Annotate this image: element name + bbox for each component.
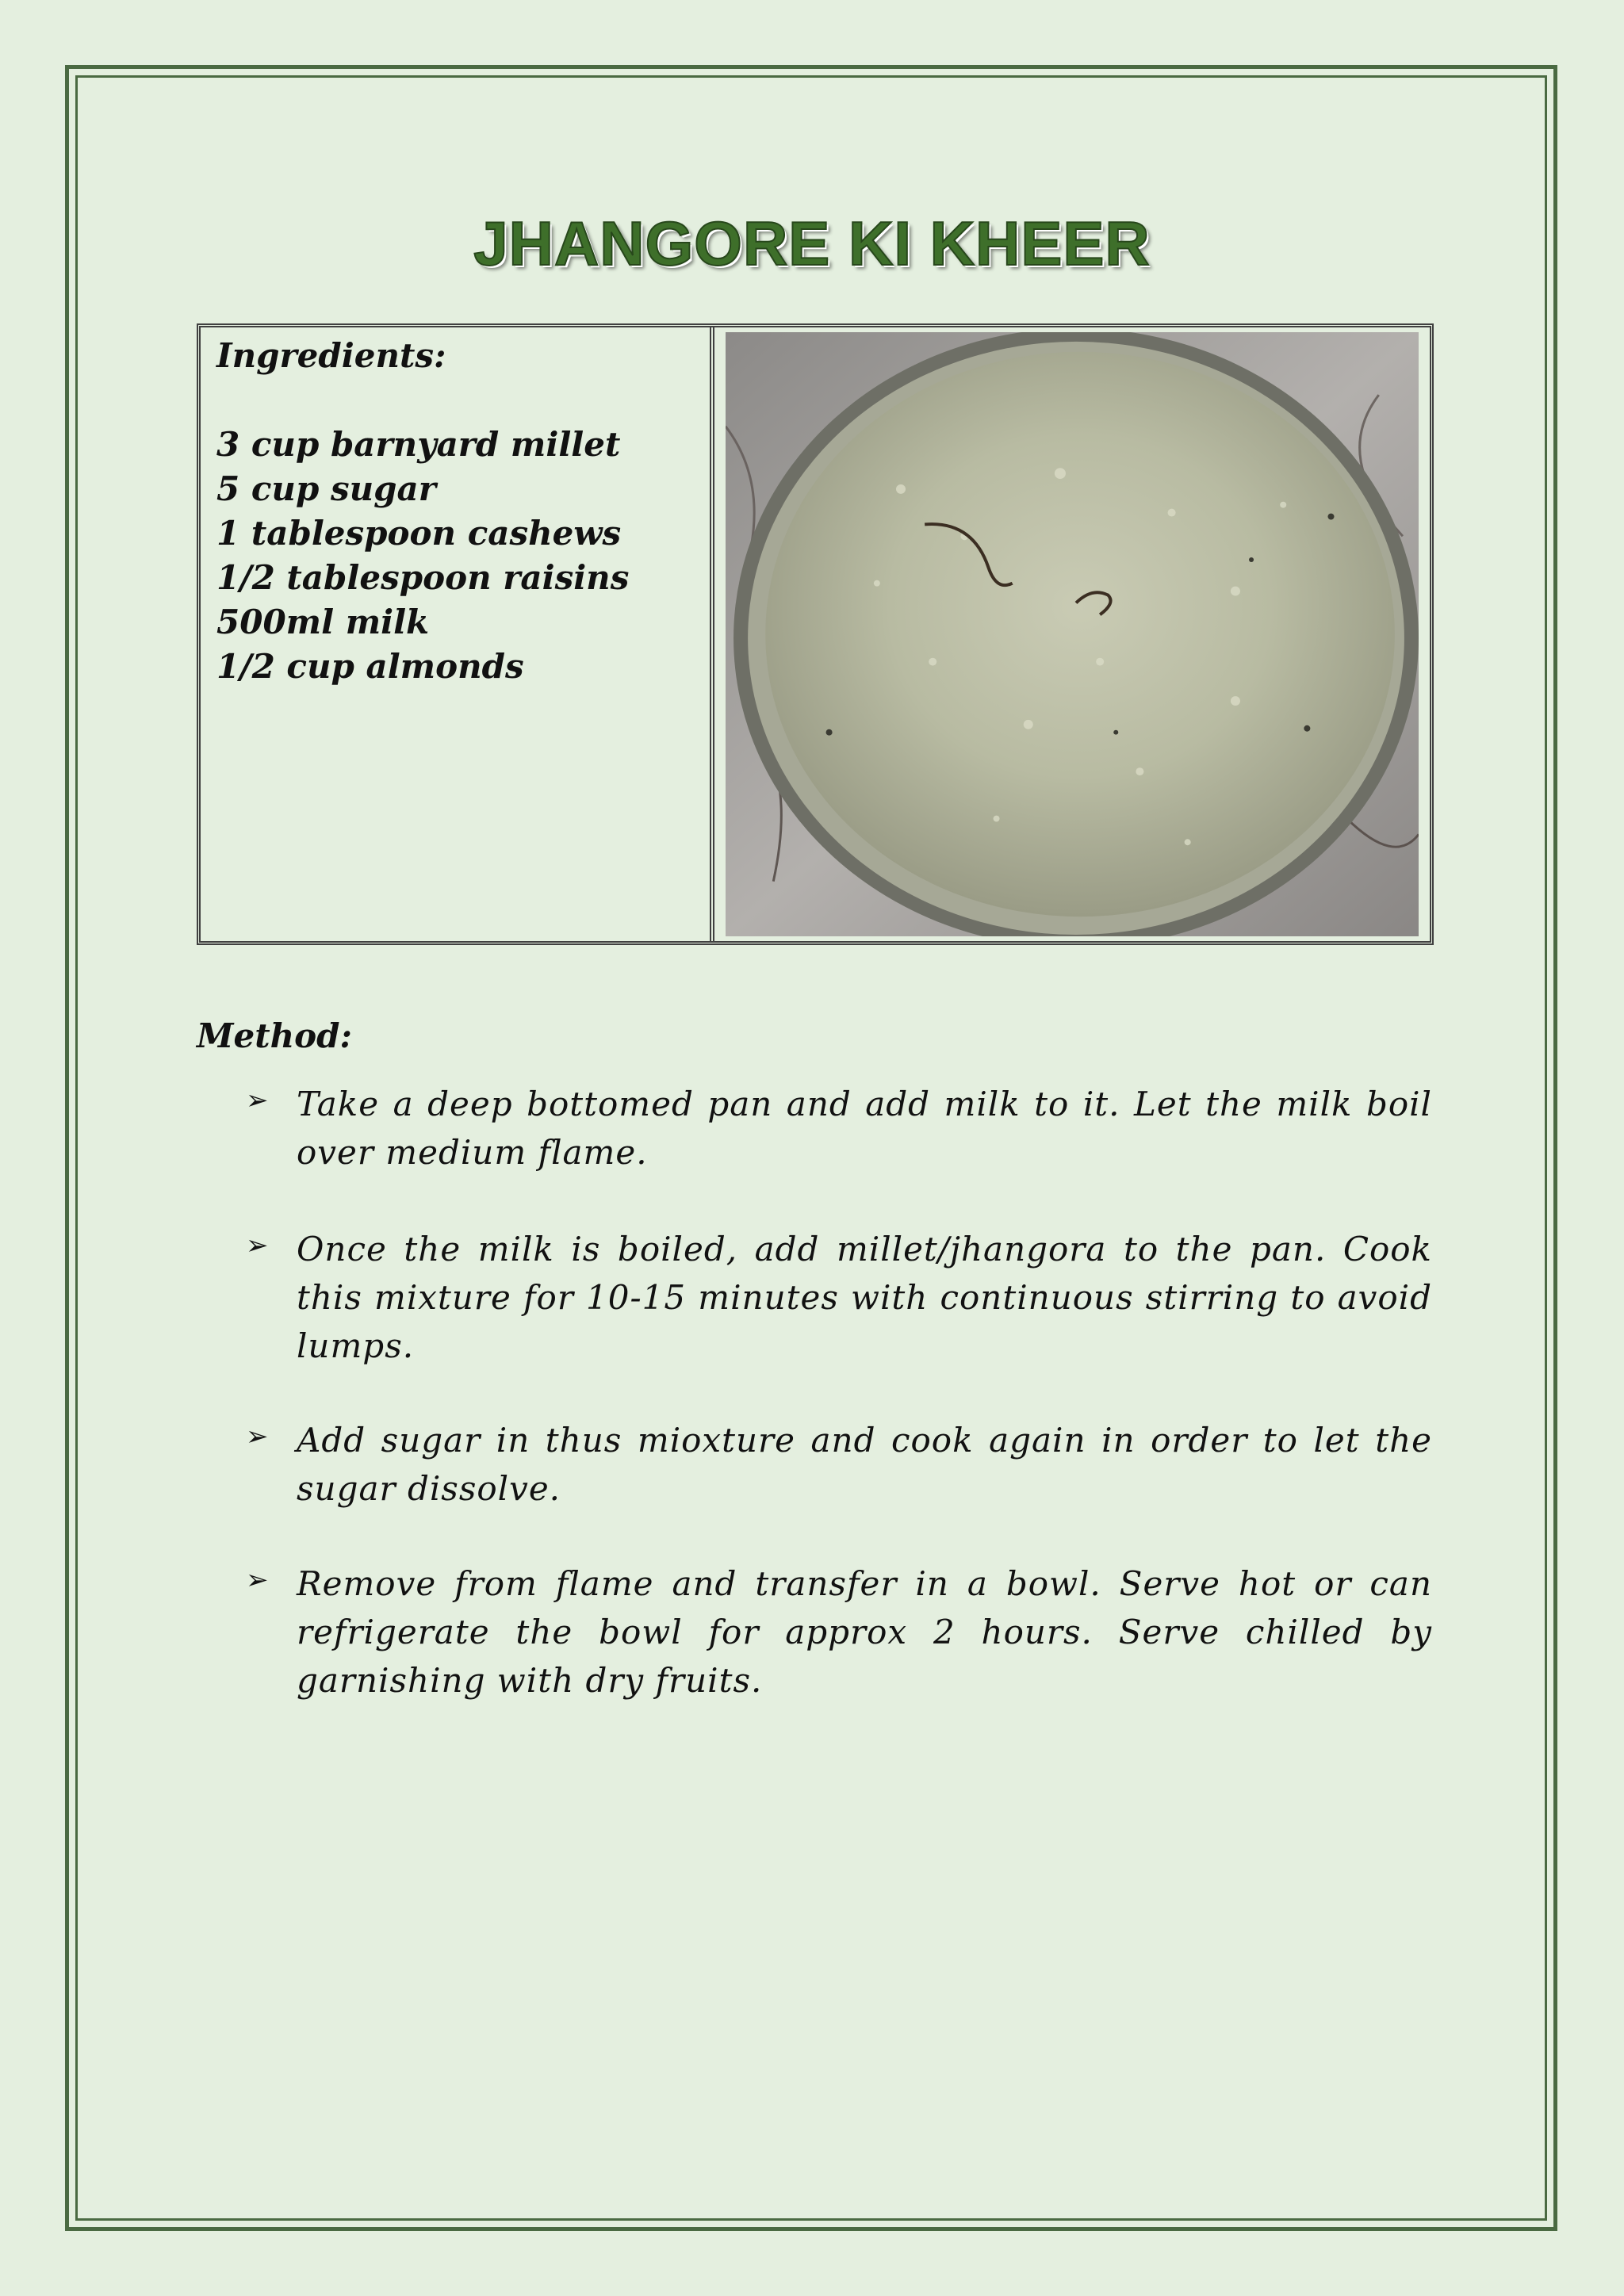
- method-step: [246, 1225, 1432, 1370]
- arrow-bullet-icon: ➢: [246, 1230, 269, 1261]
- ingredients-heading: Ingredients:: [216, 336, 446, 375]
- method-step: [246, 1416, 1432, 1513]
- method-step-text: Add sugar in thus mioxture and cook again in order to let the sugar dissolve.: [297, 1421, 1432, 1508]
- ingredients-cell: [201, 327, 714, 941]
- method-heading: Method:: [197, 1016, 353, 1055]
- recipe-table: [197, 323, 1434, 945]
- method-step-text: Take a deep bottomed pan and add milk to it. Let the milk boil over medium flame.: [297, 1085, 1432, 1172]
- method-step: [246, 1559, 1432, 1705]
- page-title: JHANGORE KI KHEER: [473, 209, 1151, 278]
- method-step-text: Remove from flame and transfer in a bowl. Serve hot or can refrigerate the bowl for approx 2 hours. Serve chilled by garnishing with dry fruits.: [297, 1564, 1432, 1700]
- photo-cell: [714, 327, 1430, 941]
- ingredient-item: 1 tablespoon cashews: [216, 514, 622, 553]
- kheer-bowl-photo: [726, 332, 1419, 936]
- ingredient-item: 500ml milk: [216, 603, 430, 641]
- ingredients-list: [216, 423, 694, 689]
- ingredient-item: 1/2 tablespoon raisins: [216, 558, 630, 597]
- arrow-bullet-icon: ➢: [246, 1564, 269, 1596]
- ingredient-item: 3 cup barnyard millet: [216, 425, 621, 464]
- arrow-bullet-icon: ➢: [246, 1085, 269, 1116]
- method-step: [246, 1080, 1432, 1177]
- ingredient-item: 1/2 cup almonds: [216, 647, 524, 686]
- method-step-text: Once the milk is boiled, add millet/jhangora to the pan. Cook this mixture for 10-15 minutes with continuous stirring to avoid lumps.: [297, 1230, 1432, 1365]
- arrow-bullet-icon: ➢: [246, 1421, 269, 1452]
- ingredient-item: 5 cup sugar: [216, 469, 436, 508]
